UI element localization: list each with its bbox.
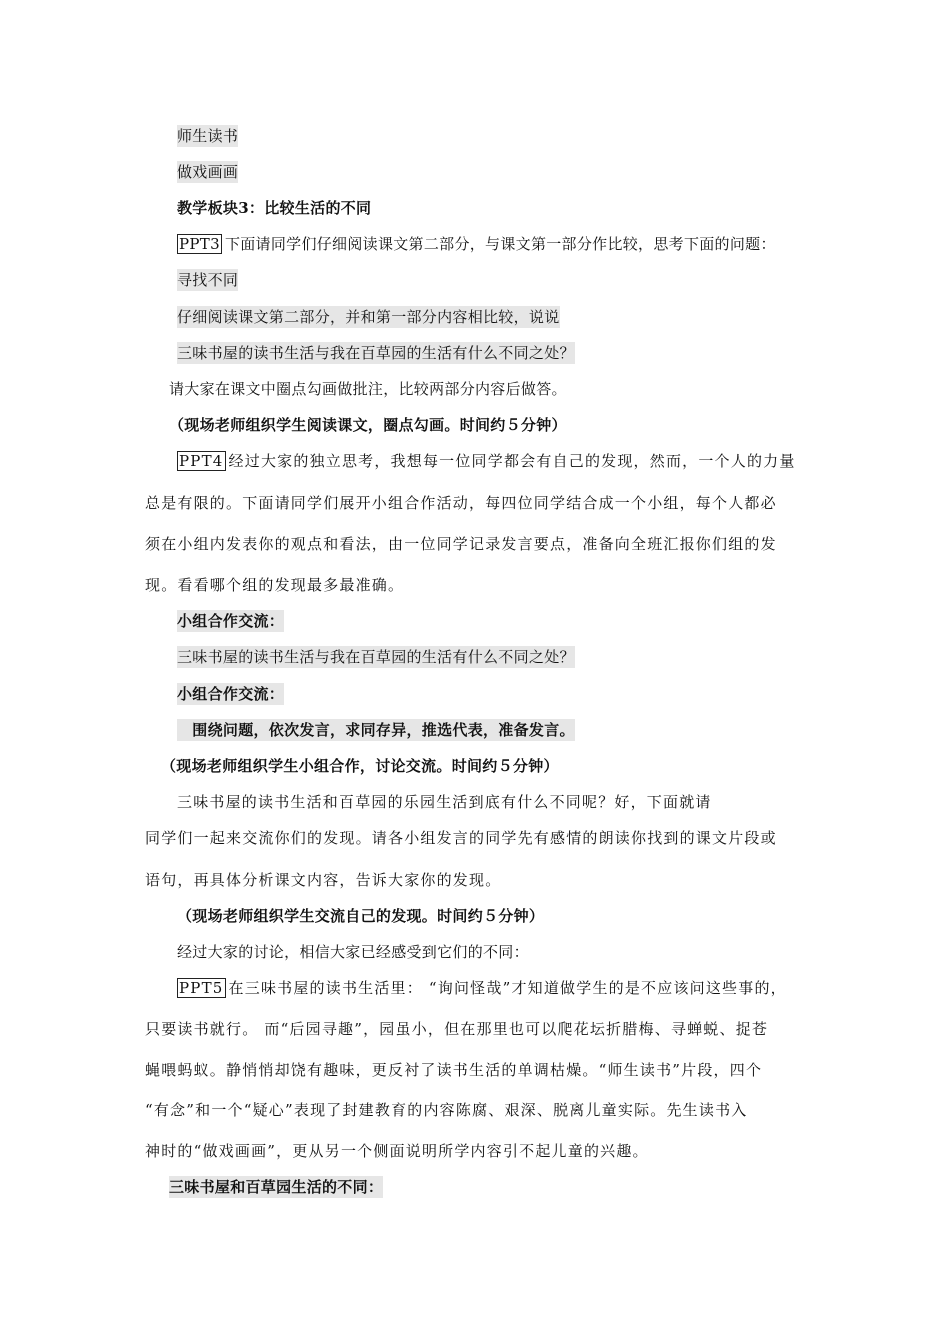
ppt-tag: PPT5 <box>179 979 224 997</box>
ppt-tag: PPT3 <box>179 235 220 253</box>
section-heading: 小组合作交流： <box>177 612 285 630</box>
text-line <box>177 977 787 999</box>
text-line: 蝇喂蚂蚁。静悄悄却饶有趣味，更反衬了读书生活的单调枯燥。“师生读书”片段，四个 <box>145 1061 763 1079</box>
teacher-note: （现场老师组织学生阅读课文，圈点勾画。时间约５分钟） <box>169 416 567 434</box>
text-line: 经过大家的讨论，相信大家已经感受到它们的不同： <box>177 943 529 961</box>
text-line: 师生读书 <box>177 127 239 145</box>
text-line: 三味书屋的读书生活和百草园的乐园生活到底有什么不同呢？好，下面就请 <box>177 793 712 811</box>
text-line <box>177 450 796 472</box>
text-line: 三味书屋的读书生活与我在百草园的生活有什么不同之处？ <box>177 344 575 362</box>
text-line: 现。看看哪个组的发现最多最准确。 <box>145 576 405 594</box>
section-heading: 教学板块3：比较生活的不同 <box>177 199 372 217</box>
text-line: “有念”和一个“疑心”表现了封建教育的内容陈腐、艰深、脱离儿童实际。先生读书入 <box>145 1101 748 1119</box>
text-line: 语句，再具体分析课文内容，告诉大家你的发现。 <box>145 871 502 889</box>
text-span: 经过大家的独立思考，我想每一位同学都会有自己的发现，然而，一个人的力量 <box>228 452 796 470</box>
text-line: 同学们一起来交流你们的发现。请各小组发言的同学先有感情的朗读你找到的课文片段或 <box>145 829 777 847</box>
text-line: 围绕问题，依次发言，求同存异，推选代表，准备发言。 <box>177 721 575 739</box>
text-span: 在三味书屋的读书生活里： “询问怪哉”才知道做学生的是不应该问这些事的， <box>228 979 787 997</box>
section-heading: 小组合作交流： <box>177 685 285 703</box>
text-line: 三味书屋的读书生活与我在百草园的生活有什么不同之处？ <box>177 648 575 666</box>
text-line: 总是有限的。下面请同学们展开小组合作活动，每四位同学结合成一个小组，每个人都必 <box>145 494 777 512</box>
text-span: 下面请同学们仔细阅读课文第二部分，与课文第一部分作比较，思考下面的问题： <box>224 235 776 253</box>
text-line: 仔细阅读课文第二部分，并和第一部分内容相比较，说说 <box>177 308 560 326</box>
teacher-note: （现场老师组织学生小组合作，讨论交流。时间约５分钟） <box>161 757 559 775</box>
text-line: 请大家在课文中圈点勾画做批注，比较两部分内容后做答。 <box>169 380 567 398</box>
section-heading: 三味书屋和百草园生活的不同： <box>169 1178 384 1196</box>
ppt-tag: PPT4 <box>179 452 224 470</box>
text-line: 寻找不同 <box>177 271 239 289</box>
text-line: 只要读书就行。 而“后园寻趣”，园虽小，但在那里也可以爬花坛折腊梅、寻蝉蜕、捉苍 <box>145 1020 769 1038</box>
text-line <box>177 233 776 255</box>
text-line: 做戏画画 <box>177 163 239 181</box>
text-line: 须在小组内发表你的观点和看法，由一位同学记录发言要点，准备向全班汇报你们组的发 <box>145 535 777 553</box>
teacher-note: （现场老师组织学生交流自己的发现。时间约５分钟） <box>177 907 545 925</box>
text-line: 神时的“做戏画画”，更从另一个侧面说明所学内容引不起儿童的兴趣。 <box>145 1142 649 1160</box>
